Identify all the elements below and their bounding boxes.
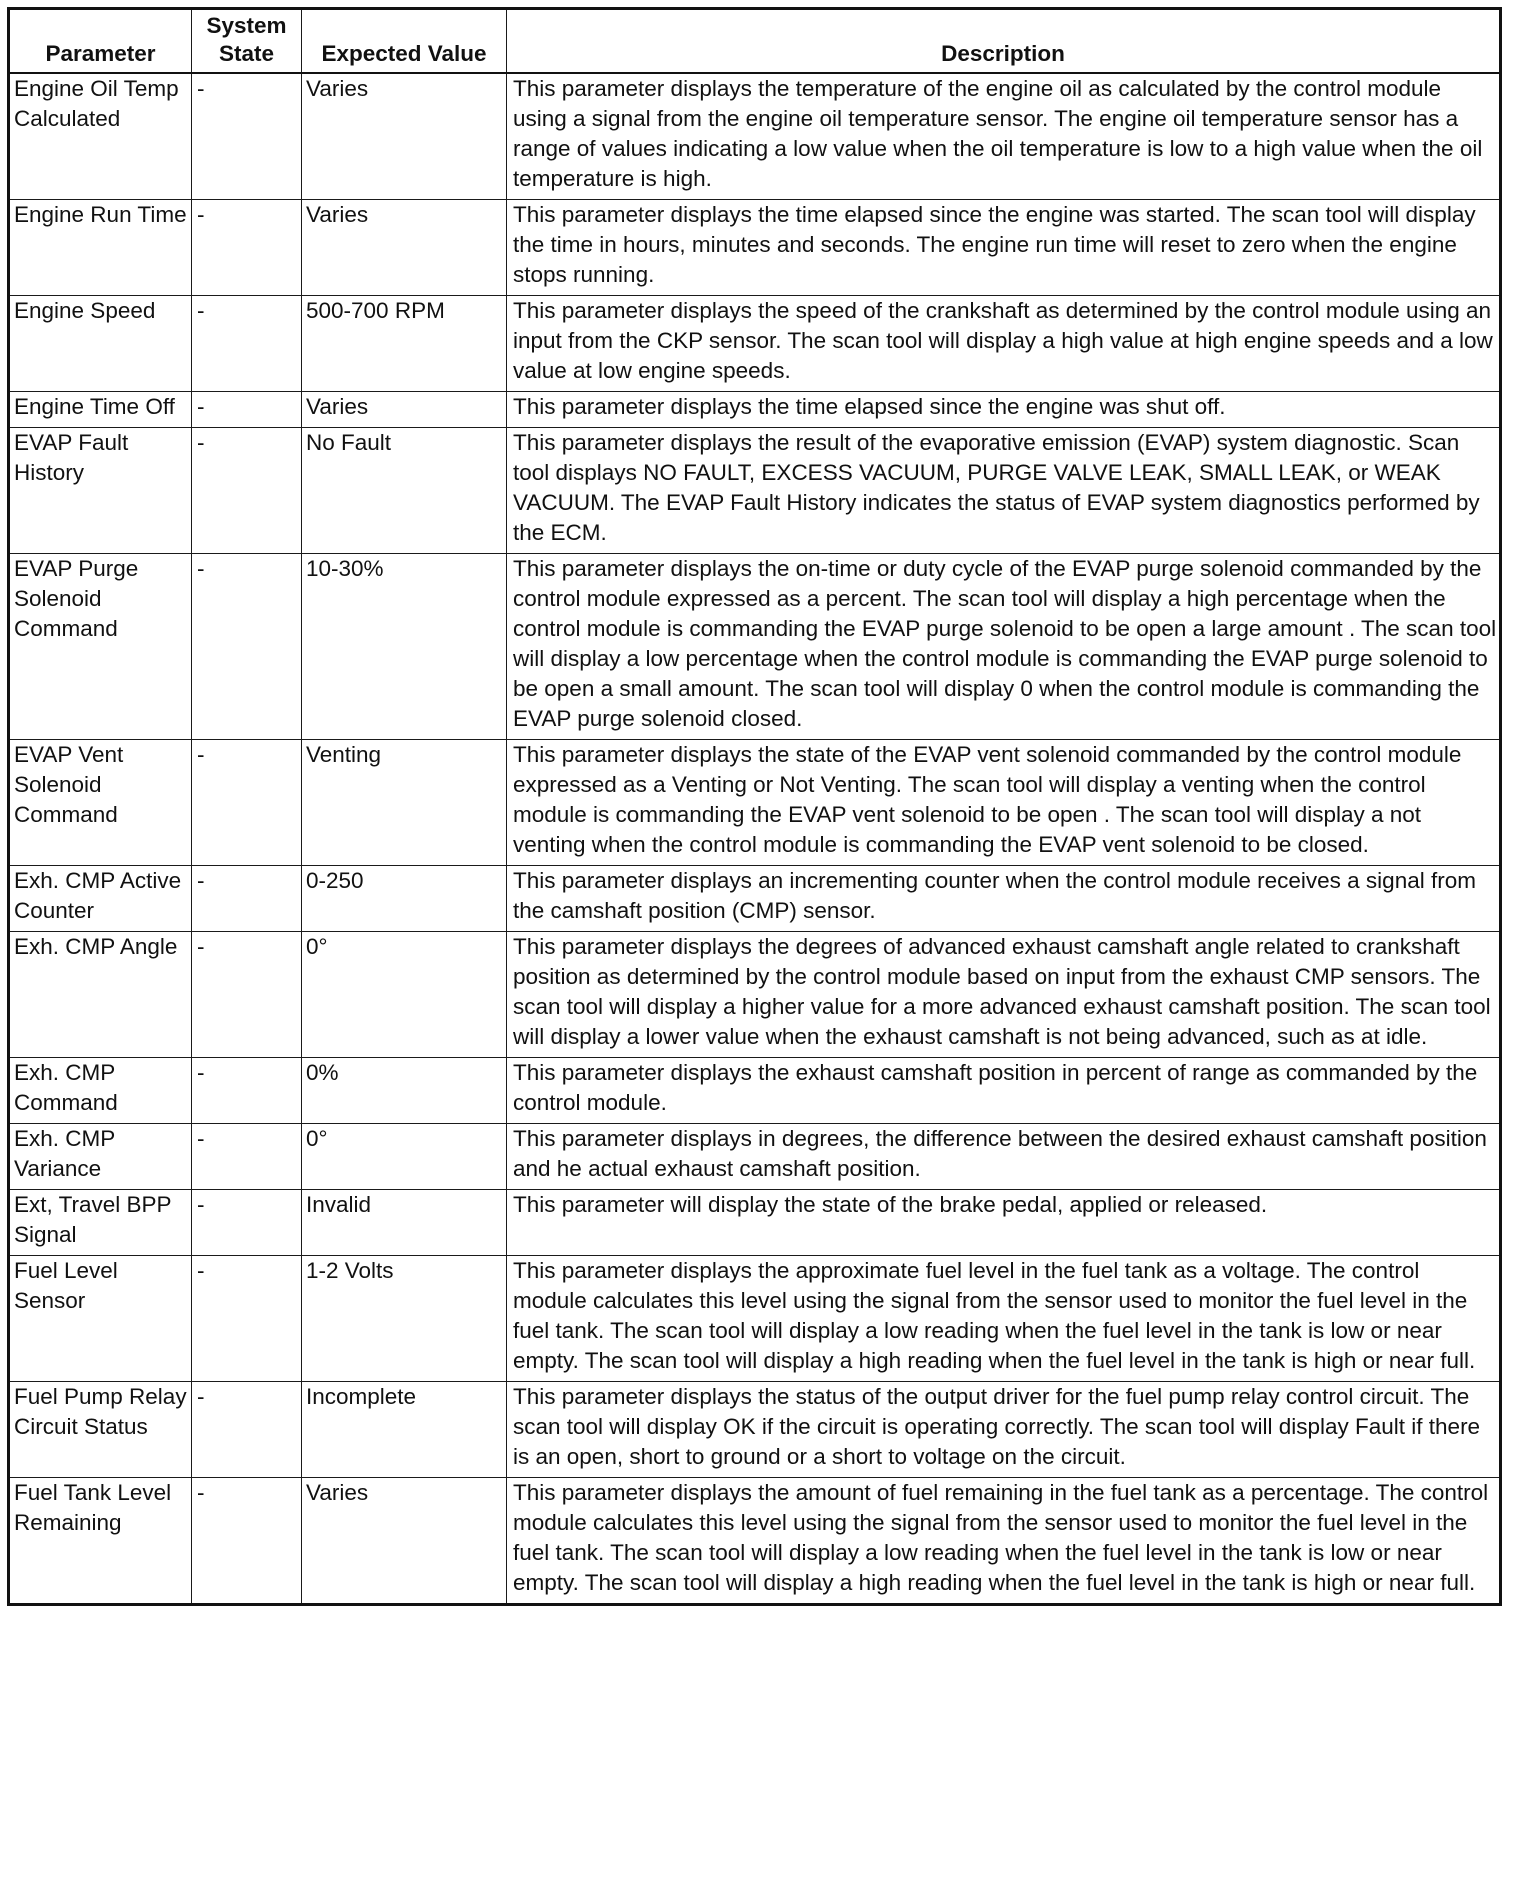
header-system-state: System State — [192, 9, 302, 74]
cell-description: This parameter displays the on-time or duty cycle of the EVAP purge solenoid commanded by the control module expressed as a percent. The scan tool will display a high percentage when the control module is commanding the EVAP purge solenoid to be open a large amount . The scan tool will display a low percentage when the control module is commanding the EVAP purge solenoid to be open a small amount. The scan tool will display 0 when the control module is commanding the EVAP purge solenoid closed. — [507, 554, 1501, 740]
cell-description: This parameter displays the result of the evaporative emission (EVAP) system diagnostic. Scan tool displays NO FAULT, EXCESS VACUUM, PURGE VALVE LEAK, SMALL LEAK, or WEAK VACUUM. The EVAP Fault History indicates the status of EVAP system diagnostics performed by the ECM. — [507, 428, 1501, 554]
table-row — [9, 1058, 1501, 1124]
cell-description: This parameter displays the temperature of the engine oil as calculated by the control module using a signal from the engine oil temperature sensor. The engine oil temperature sensor has a range of values indicating a low value when the oil temperature is low to a high value when the oil temperature is high. — [507, 73, 1501, 200]
table-row — [9, 1124, 1501, 1190]
cell-system-state: - — [192, 428, 302, 554]
table-row — [9, 1256, 1501, 1382]
table-row — [9, 554, 1501, 740]
parameter-table — [7, 7, 1502, 1606]
cell-expected-value: 0° — [302, 932, 507, 1058]
cell-system-state: - — [192, 866, 302, 932]
cell-expected-value: 500-700 RPM — [302, 296, 507, 392]
header-parameter: Parameter — [9, 9, 192, 74]
cell-parameter: EVAP Vent Solenoid Command — [9, 740, 192, 866]
cell-system-state: - — [192, 554, 302, 740]
cell-system-state: - — [192, 200, 302, 296]
cell-expected-value: Varies — [302, 73, 507, 200]
cell-expected-value: Varies — [302, 392, 507, 428]
cell-expected-value: Incomplete — [302, 1382, 507, 1478]
header-expected-value: Expected Value — [302, 9, 507, 74]
cell-parameter: EVAP Purge Solenoid Command — [9, 554, 192, 740]
cell-system-state: - — [192, 740, 302, 866]
cell-description: This parameter displays the exhaust camshaft position in percent of range as commanded by the control module. — [507, 1058, 1501, 1124]
table-row — [9, 866, 1501, 932]
table-row — [9, 428, 1501, 554]
cell-expected-value: Varies — [302, 200, 507, 296]
cell-parameter: Exh. CMP Variance — [9, 1124, 192, 1190]
cell-description: This parameter displays the state of the EVAP vent solenoid commanded by the control module expressed as a Venting or Not Venting. The scan tool will display a venting when the control module is commanding the EVAP vent solenoid to be open . The scan tool will display a not venting when the control module is commanding the EVAP vent solenoid to be closed. — [507, 740, 1501, 866]
cell-expected-value: 0% — [302, 1058, 507, 1124]
cell-system-state: - — [192, 932, 302, 1058]
table-row — [9, 740, 1501, 866]
cell-system-state: - — [192, 1058, 302, 1124]
cell-description: This parameter will display the state of the brake pedal, applied or released. — [507, 1190, 1501, 1256]
cell-expected-value: Varies — [302, 1478, 507, 1605]
table-row — [9, 932, 1501, 1058]
cell-system-state: - — [192, 296, 302, 392]
table-row — [9, 200, 1501, 296]
cell-expected-value: Invalid — [302, 1190, 507, 1256]
cell-expected-value: No Fault — [302, 428, 507, 554]
cell-description: This parameter displays in degrees, the difference between the desired exhaust camshaft position and he actual exhaust camshaft position. — [507, 1124, 1501, 1190]
cell-description: This parameter displays an incrementing counter when the control module receives a signal from the camshaft position (CMP) sensor. — [507, 866, 1501, 932]
cell-system-state: - — [192, 1190, 302, 1256]
table-row — [9, 1190, 1501, 1256]
cell-parameter: Fuel Level Sensor — [9, 1256, 192, 1382]
cell-description: This parameter displays the approximate fuel level in the fuel tank as a voltage. The control module calculates this level using the signal from the sensor used to monitor the fuel level in the fuel tank. The scan tool will display a low reading when the fuel level in the tank is low or near empty. The scan tool will display a high reading when the fuel level in the tank is high or near full. — [507, 1256, 1501, 1382]
cell-parameter: Fuel Tank Level Remaining — [9, 1478, 192, 1605]
cell-system-state: - — [192, 392, 302, 428]
cell-parameter: Engine Run Time — [9, 200, 192, 296]
cell-expected-value: 0° — [302, 1124, 507, 1190]
cell-parameter: Engine Oil Temp Calculated — [9, 73, 192, 200]
table-header-row — [9, 9, 1501, 74]
cell-parameter: Engine Speed — [9, 296, 192, 392]
cell-description: This parameter displays the time elapsed since the engine was started. The scan tool will display the time in hours, minutes and seconds. The engine run time will reset to zero when the engine stops running. — [507, 200, 1501, 296]
table-row — [9, 1382, 1501, 1478]
cell-system-state: - — [192, 1124, 302, 1190]
cell-system-state: - — [192, 1256, 302, 1382]
cell-description: This parameter displays the amount of fuel remaining in the fuel tank as a percentage. The control module calculates this level using the signal from the sensor used to monitor the fuel level in the fuel tank. The scan tool will display a low reading when the fuel level in the tank is low or near empty. The scan tool will display a high reading when the fuel level in the tank is high or near full. — [507, 1478, 1501, 1605]
cell-parameter: Ext, Travel BPP Signal — [9, 1190, 192, 1256]
table-row — [9, 392, 1501, 428]
table-row — [9, 73, 1501, 200]
cell-parameter: EVAP Fault History — [9, 428, 192, 554]
cell-parameter: Engine Time Off — [9, 392, 192, 428]
cell-system-state: - — [192, 73, 302, 200]
cell-parameter: Exh. CMP Command — [9, 1058, 192, 1124]
header-description: Description — [507, 9, 1501, 74]
cell-parameter: Exh. CMP Active Counter — [9, 866, 192, 932]
cell-expected-value: 1-2 Volts — [302, 1256, 507, 1382]
cell-expected-value: 0-250 — [302, 866, 507, 932]
cell-parameter: Exh. CMP Angle — [9, 932, 192, 1058]
cell-description: This parameter displays the status of the output driver for the fuel pump relay control circuit. The scan tool will display OK if the circuit is operating correctly. The scan tool will display Fault if there is an open, short to ground or a short to voltage on the circuit. — [507, 1382, 1501, 1478]
cell-description: This parameter displays the degrees of advanced exhaust camshaft angle related to crankshaft position as determined by the control module based on input from the exhaust CMP sensors. The scan tool will display a higher value for a more advanced exhaust camshaft position. The scan tool will display a lower value when the exhaust camshaft is not being advanced, such as at idle. — [507, 932, 1501, 1058]
table-row — [9, 296, 1501, 392]
cell-parameter: Fuel Pump Relay Circuit Status — [9, 1382, 192, 1478]
cell-system-state: - — [192, 1478, 302, 1605]
table-row — [9, 1478, 1501, 1605]
cell-description: This parameter displays the speed of the crankshaft as determined by the control module using an input from the CKP sensor. The scan tool will display a high value at high engine speeds and a low value at low engine speeds. — [507, 296, 1501, 392]
cell-system-state: - — [192, 1382, 302, 1478]
cell-description: This parameter displays the time elapsed since the engine was shut off. — [507, 392, 1501, 428]
cell-expected-value: 10-30% — [302, 554, 507, 740]
cell-expected-value: Venting — [302, 740, 507, 866]
